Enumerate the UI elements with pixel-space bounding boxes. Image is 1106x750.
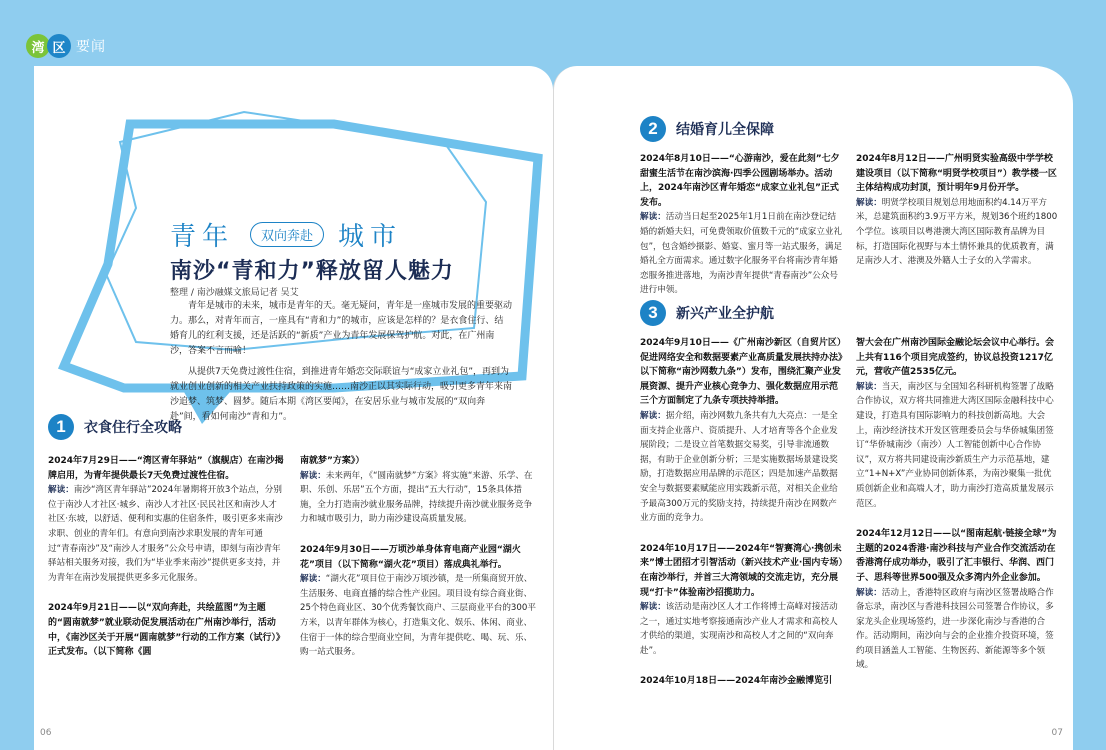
- section-title: 结婚育儿全保障: [676, 122, 774, 138]
- section-tab-label: 要闻: [76, 39, 106, 55]
- news-body: 解读：明贤学校项目规划总用地面积约4.14万平方米，总建筑面积约3.9万平方米，规划36个班约1800个学位。该项目以粤港澳大湾区国际教育品牌为目标，打造国际化视野与本土情怀兼具的优质教育，满足南沙人才、港澳及外籍人士子女的入学需求。: [856, 197, 1058, 267]
- section-number-badge: 1: [48, 414, 74, 440]
- hero-pill: 双向奔赴: [250, 222, 324, 247]
- logo-wan: 湾: [26, 34, 50, 58]
- page-number-left: 06: [40, 728, 52, 738]
- hero-word-qingnian: 青年: [170, 222, 235, 252]
- byline: 整理 / 南沙融媒文旅局记者 吴艾: [170, 288, 299, 298]
- section-title: 衣食住行全攻略: [84, 420, 182, 436]
- news-lead: 南就梦”方案》）: [300, 456, 365, 466]
- section-number-badge: 2: [640, 116, 666, 142]
- hero-heading: [170, 216, 402, 253]
- left-column-2: [300, 454, 536, 660]
- right-column-1: [640, 152, 844, 298]
- news-lead: 智大会在广州南沙国际金融论坛会议中心举行。会上共有116个项目完成签约，协议总投资1217亿元，营收产值2535亿元。: [856, 338, 1055, 378]
- right-column-4: [856, 336, 1060, 673]
- section-2-header: [640, 116, 774, 142]
- news-lead: 2024年8月12日——广州明贤实验高级中学学校建设项目（以下简称“明贤学校项目”）教学楼一区主体结构成功封顶，预计明年9月份开学。: [856, 154, 1057, 194]
- section-1-header: [48, 414, 182, 440]
- logo-qu: 区: [47, 34, 71, 58]
- news-lead: 2024年12月12日——以“图南起航·链接全球”为主题的2024香港·南沙科技与产业合作交流活动在香港湾仔成功举办，吸引了汇丰银行、华润、西门子、思科等世界500强及众多湾内外企业参加。: [856, 529, 1057, 583]
- magazine-spread: [34, 66, 1073, 750]
- news-lead: 2024年10月18日——2024年南沙金融博览引: [640, 676, 833, 687]
- news-body: 解读：未来两年，《“圆南就梦”方案》将实施“来游、乐学、在职、乐创、乐居”五个方面，提出“五大行动”，15条具体措施，全力打造南沙就业服务品牌，持续提升南沙就业服务竞争力和城市吸引力，助力南沙建设高质量发展。: [300, 470, 533, 525]
- news-lead: 2024年9月21日——以“双向奔赴，共绘蓝图”为主题的“圆南就梦”就业联动促发展活动在广州南沙举行，活动中，《南沙区关于开展“圆南就梦”行动的工作方案（试行）》正式发布。（以下简称《圆: [48, 603, 281, 658]
- news-lead: 2024年9月10日——《广州南沙新区（自贸片区）促进网络安全和数据要素产业高质量发展扶持办法》以下简称“南沙网数九条”）发布，围绕汇聚产业发展资源、提升产业核心竞争力、强化数据应用示范三个方面制定了九条专项扶持举措。: [640, 338, 843, 407]
- news-lead: 2024年8月10日——“心游南沙，爱在此刻”七夕甜蜜生活节在南沙滨海·四季公园剧场举办。活动上，2024年南沙区青年婚恋“成家立业礼包”正式发布。: [640, 154, 840, 208]
- page-number-right: 07: [1051, 728, 1063, 738]
- section-3-header: [640, 300, 774, 326]
- news-lead: 2024年9月30日——万顷沙单身体育电商产业园“湖火花”项目（以下简称“湖火花”项目）落成典礼举行。: [300, 544, 521, 570]
- left-page: [34, 66, 553, 750]
- intro-paragraph-1: 青年是城市的未来，城市是青年的天。毫无疑问，青年是一座城市发展的重要驱动力。那么，对青年而言，一座具有“青和力”的城市，应该是怎样的？是衣食住行、结婚育儿的红利支援，还是活跃的“新质”产业为青年发展保驾护航。对此，在广州南沙，答案不言而喻！: [170, 301, 513, 356]
- news-body: 解读：活动上，香港特区政府与南沙区签署战略合作备忘录，南沙区与香港科技园公司签署合作协议，多家龙头企业现场签约，进一步深化南沙与香港的合作。活动期间，南沙向与会的企业推介投资环境，签约项目涵盖人工智能、生物医药、新能源等多个领域。: [856, 587, 1054, 671]
- news-body: 解读：据介绍，南沙网数九条共有九大亮点：一是全面支持企业落户、资质提升、人才培育等各个企业发展阶段；二是设立首笔数据交易奖，引导非流通数据，有助于企业创新分析；三是实施数据场景建设奖励，打造数据应用品牌的示范区；四是加速产品数据安全与数据要素赋能应用实践新示范，对相关企业给予最高300万元的奖励支持，持续提升南沙在网数产业方面的竞争力。: [640, 410, 838, 524]
- news-body: 解读：“湖火花”项目位于南沙万顷沙镇，是一所集商贸开放、生活服务、电商直播的综合性产业园。项目设有综合商业街、25个特色商业区、30个优秀餐饮商户、三层商业平台的300平方米，以青年群体为核心，打造集文化、娱乐、体闲、商业、住宿于一体的综合型商业空间，为青年提供吃、喝、玩、乐、购一站式服务。: [300, 574, 536, 658]
- section-number-badge: 3: [640, 300, 666, 326]
- section-title: 新兴产业全护航: [676, 306, 774, 322]
- news-body: 解读：当天，南沙区与全国知名科研机构签署了战略合作协议，双方将共同推进大湾区国际金融科技中心建设，打造具有国际影响力的科技创新高地。大会上，南沙经济技术开发区管理委员会与华侨城集团签订“华侨城南沙（南沙）人工智能创新中心合作协议”，双方将共同建设南沙新质生产力示范基地，建立“1+N+X”产业协同创新体系，为南沙聚集一批优质创新企业和高端人才，助力南沙打造高质量发展示范区。: [856, 381, 1054, 509]
- news-body: 解读：该活动是南沙区人才工作将博士高峰对接活动之一，通过实地考察接通南沙产业人才需求和高校人才供给的渠道，实现南沙和高校人才之间的“双向奔赴”。: [640, 602, 838, 656]
- header-tab: [26, 31, 156, 61]
- page-title: 南沙“青和力”释放留人魅力: [170, 259, 454, 284]
- news-lead: 2024年7月29日——“湾区青年驿站”（旗舰店）在南沙揭牌启用，为青年提供最长7天免费过渡性住宿。: [48, 456, 284, 481]
- right-column-2: [856, 152, 1060, 269]
- right-page: [553, 66, 1073, 750]
- right-column-3: [640, 336, 844, 689]
- news-lead: 2024年10月17日——2024年“智赛湾心·携创未来”博士团招才引智活动（新兴技术产业·国内专场）在南沙举行，并首三大湾领域的交流走访，充分展现“打卡”体验南沙招揽助力。: [640, 543, 843, 598]
- news-body: 解读：活动当日起至2025年1月1日前在南沙登记结婚的新婚夫妇，可免费领取价值数千元的“成家立业礼包”，包含婚纱摄影、婚宴、蜜月等一站式服务，满足婚礼全方面需求。通过数字化服务平台将南沙青年婚恋服务推进落地，为南沙青年提供“青春南沙”公众号进行申领。: [640, 212, 843, 296]
- left-column-1: [48, 454, 284, 660]
- news-body: 解读：南沙“湾区青年驿站”2024年暑期将开放3个站点，分别位于南沙人才社区·城乡、南沙人才社区·民民社区和南沙人才社区·东坡，以舒适、便利和实惠的住宿条件，吸引更多来南沙求职、创业的青年们。有意向到南沙求职发展的青年可通过“青春南沙”及“南沙人才服务”公众号申请，即刻与南沙青年驿站相关服务对接，我们为“毕业季来南沙”提供更多支持，并为青年在南沙发展提供更多多元化服务。: [48, 485, 283, 583]
- hero-word-city: 城市: [338, 222, 403, 252]
- intro-paragraph-2: 从提供7天免费过渡性住宿，到推进青年婚恋交际联谊与“成家立业礼包”，再到为就业创业创新的相关产业扶持政策的实施……南沙正以其实际行动，吸引更多青年来南沙追梦、筑梦、圆梦。随后本期《湾区要闻》，在安居乐业与城市发展的“双向奔赴”间，看如何南沙“青和力”。: [170, 367, 513, 422]
